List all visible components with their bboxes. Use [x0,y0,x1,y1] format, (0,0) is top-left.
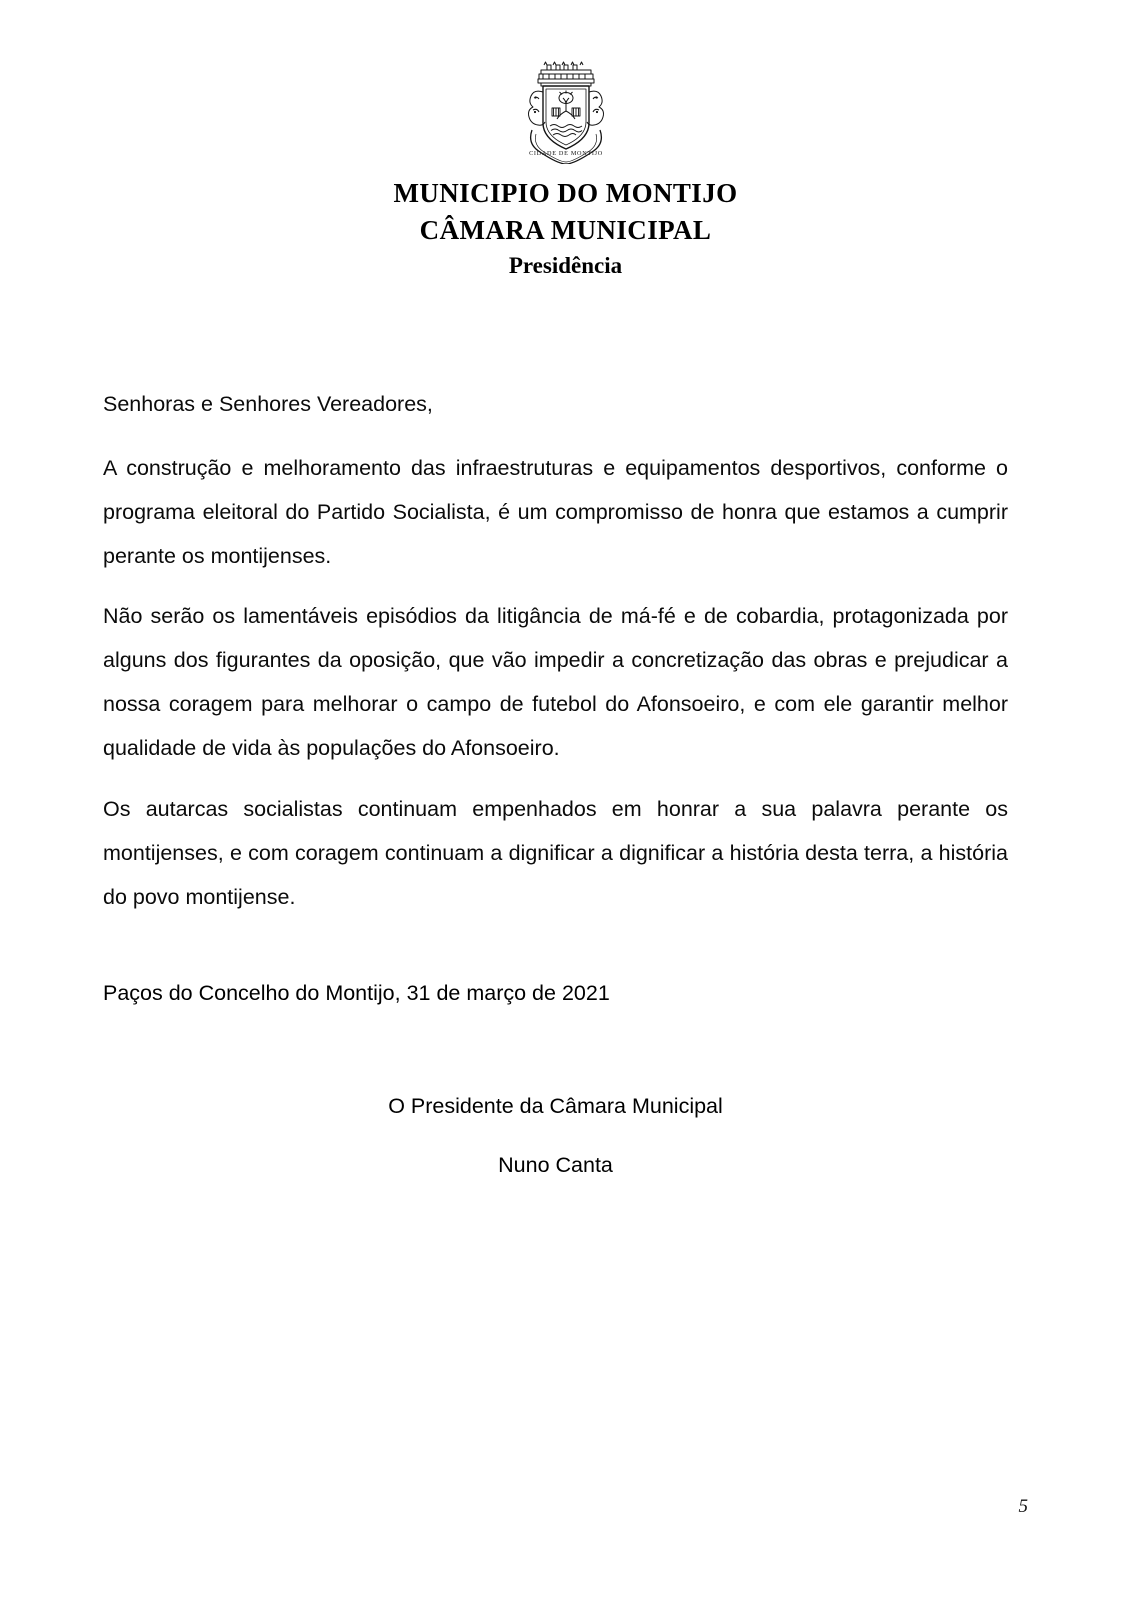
paragraph-1: A construção e melhoramento das infraestruturas e equipamentos desportivos, conforme o programa eleitoral do Partido Socialista, é um compromisso de honra que estamos a cumprir perante os montijenses. [103,456,1008,569]
montijo-coat-of-arms-icon [512,52,620,164]
svg-text:CIDADE DE MONTIJO: CIDADE DE MONTIJO [528,150,603,157]
salutation: Senhoras e Senhores Vereadores, [103,392,433,416]
paragraph-2: Não serão os lamentáveis episódios da litigância de má-fé e de cobardia, protagonizada por alguns dos figurantes da oposição, que vão impedir a concretização das obras e prejudicar a nossa coragem para melhorar o campo de futebol do Afonsoeiro, e com ele garantir melhor qualidade de vida às populações do Afonsoeiro. [103,604,1008,761]
department-name: Presidência [508,253,623,279]
place-and-date: Paços do Concelho do Montijo, 31 de março de 2021 [103,981,610,1005]
organization-name-line-2: CÂMARA MUNICIPAL [419,214,712,245]
signatory-name: Nuno Canta [498,1153,613,1178]
signatory-role: O Presidente da Câmara Municipal [388,1094,723,1118]
letter-body [103,382,1008,919]
paragraph-3: Os autarcas socialistas continuam empenhados em honrar a sua palavra perante os montijenses, e com coragem continuam a dignificar a dignificar a história desta terra, a história do povo montijense. [103,796,1008,909]
organization-name-line-1: MUNICIPIO DO MONTIJO [393,178,738,208]
page-number: 5 [1018,1496,1028,1517]
letterhead [0,0,1131,281]
signature-block [103,1090,1008,1183]
